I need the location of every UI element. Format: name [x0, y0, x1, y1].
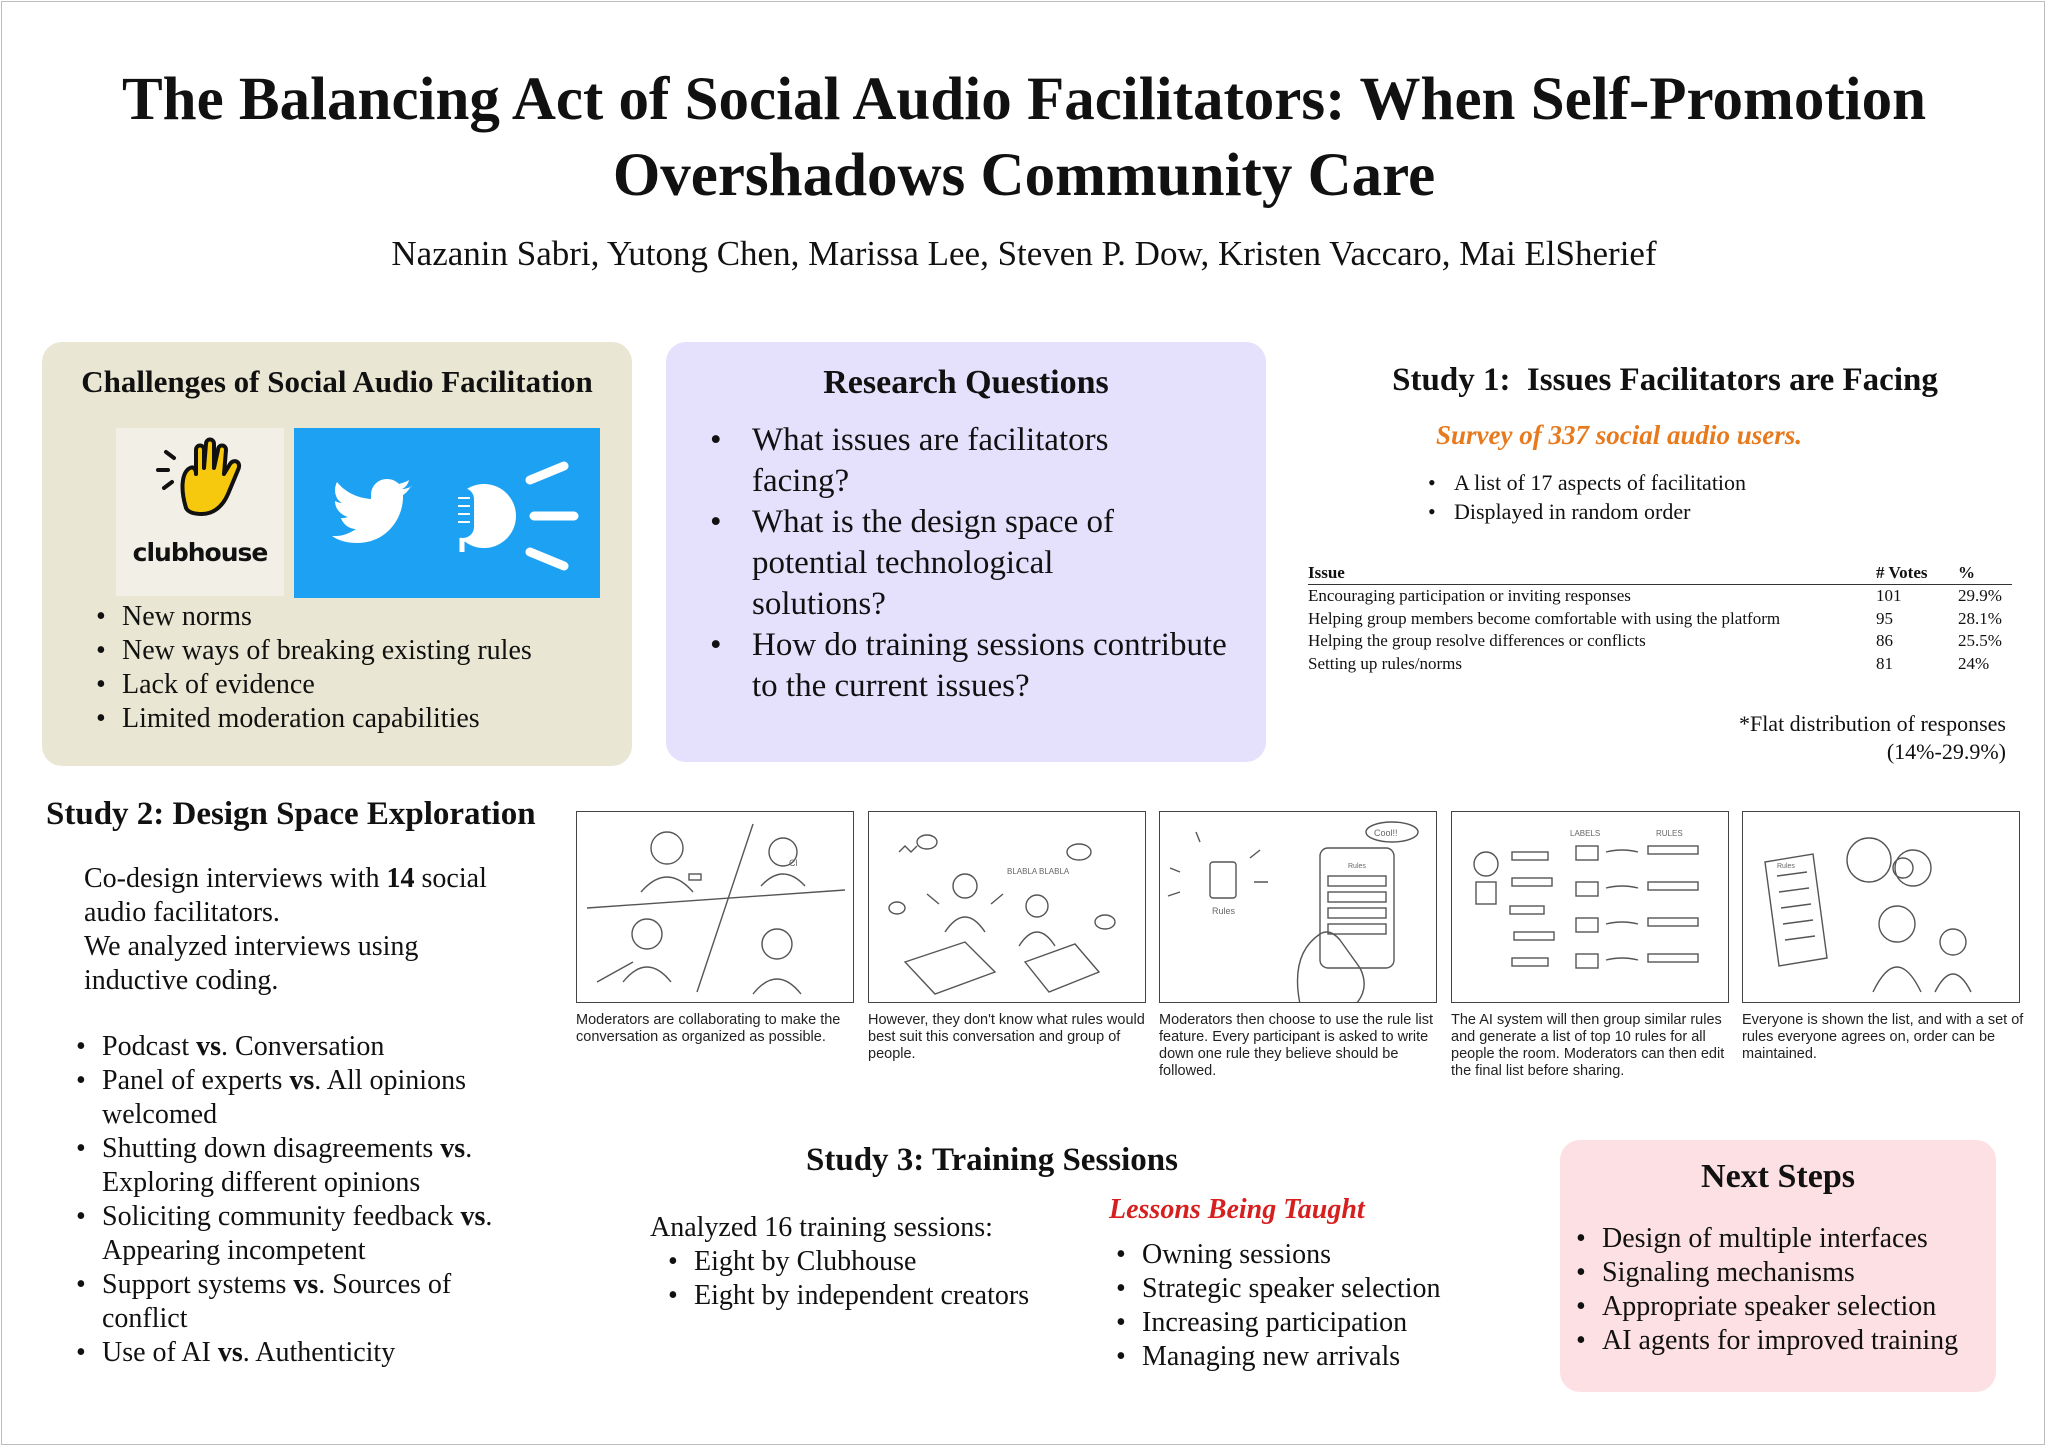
list-item: • What is the design space of potential technological solutions? — [706, 502, 1172, 625]
waving-hand-icon — [116, 428, 284, 538]
participant-count: 14 — [386, 863, 415, 894]
storyboard-caption-3: Moderators then choose to use the rule list feature. Every participant is asked to write down one rule they believe should be followed. — [1159, 1012, 1434, 1079]
panel-label: Cl — [789, 858, 798, 868]
spaces-mic-icon — [452, 466, 574, 566]
table-row — [1308, 653, 2012, 676]
table-cell: 25.5% — [1958, 631, 2002, 650]
table-cell: 95 — [1876, 608, 1893, 628]
next-steps-heading: Next Steps — [1701, 1158, 1855, 1195]
challenges-heading: Challenges of Social Audio Facilitation — [81, 364, 593, 399]
storyboard-caption-5: Everyone is shown the list, and with a set of rules everyone agrees on, order can be maintained. — [1742, 1012, 2024, 1062]
study3-analyzed: Analyzed 16 training sessions: — [650, 1212, 993, 1243]
next-steps-list — [1572, 1222, 1958, 1358]
panel-screen-title: Rules — [1348, 863, 1366, 870]
table-cell: 29.9% — [1958, 586, 2002, 605]
study1-note — [1500, 710, 2006, 766]
table-header-cell: % — [1958, 563, 2012, 585]
list-item: • Limited moderation capabilities — [92, 702, 532, 736]
intro-text: social audio facilitators. — [84, 863, 487, 928]
rq-list — [706, 420, 1246, 707]
list-item: • Soliciting community feedback vs. Appearing incompetent — [72, 1200, 522, 1268]
list-item: • Appropriate speaker selection — [1572, 1290, 1958, 1324]
panel-label: BLABLA BLABLA — [1007, 867, 1070, 876]
list-item: • New norms — [92, 600, 532, 634]
study2-intro — [84, 862, 554, 998]
list-item: • Lack of evidence — [92, 668, 532, 702]
note-line: (14%-29.9%) — [1886, 739, 2006, 764]
note-line: *Flat distribution of responses — [1738, 711, 2006, 736]
clubhouse-logo — [116, 428, 284, 596]
storyboard-panel-1 — [576, 811, 854, 1003]
clubhouse-wordmark: clubhouse — [132, 538, 268, 567]
next-steps-box — [1560, 1140, 1996, 1392]
lessons-heading: Lessons Being Taught — [1109, 1194, 1365, 1225]
list-item: • Shutting down disagreements vs. Exploring different opinions — [72, 1132, 532, 1200]
list-item: • Eight by independent creators — [664, 1279, 1029, 1313]
panel-bubble-text: Cool!! — [1374, 828, 1398, 838]
challenges-list — [92, 600, 532, 736]
study3-heading: Study 3: Training Sessions — [806, 1142, 1178, 1178]
table-cell: 86 — [1876, 631, 1893, 650]
twitter-spaces-logo — [294, 428, 600, 598]
storyboard-panel-2 — [868, 811, 1146, 1003]
table-header-cell: # Votes — [1876, 563, 1958, 585]
list-item: • Increasing participation — [1112, 1306, 1441, 1340]
storyboard-caption-4: The AI system will then group similar rules and generate a list of top 10 rules for all people the room. Moderators can then edit the final list before sharing. — [1451, 1012, 1725, 1079]
storyboard-panel-3 — [1159, 811, 1437, 1003]
list-item: • Podcast vs. Conversation — [72, 1030, 542, 1064]
panel-label: Rules — [1212, 906, 1236, 916]
lessons-list — [1112, 1238, 1441, 1374]
table-row — [1308, 608, 2012, 631]
panel-label: Rules — [1777, 863, 1795, 870]
table-row — [1308, 585, 2012, 608]
authors: Nazanin Sabri, Yutong Chen, Marissa Lee, Steven P. Dow, Kristen Vaccaro, Mai ElSherief — [391, 234, 1657, 273]
study3-list — [664, 1245, 1029, 1313]
list-item: • Design of multiple interfaces — [1572, 1222, 1958, 1256]
study1-table — [1308, 563, 2012, 675]
list-item: • Eight by Clubhouse — [664, 1245, 1029, 1279]
study2-list — [72, 1030, 542, 1370]
research-questions-box — [666, 342, 1266, 762]
panel-label: RULES — [1656, 829, 1683, 838]
challenges-box — [42, 342, 632, 766]
study1-survey: Survey of 337 social audio users. — [1436, 420, 1803, 450]
list-item: • What issues are facilitators facing? — [706, 420, 1152, 502]
table-cell: 28.1% — [1958, 608, 2002, 628]
list-item: • Managing new arrivals — [1112, 1340, 1441, 1374]
study2-heading: Study 2: Design Space Exploration — [46, 796, 536, 832]
list-item: • Owning sessions — [1112, 1238, 1441, 1272]
list-item: • AI agents for improved training — [1572, 1324, 1958, 1358]
study1-heading: Study 1: Issues Facilitators are Facing — [1392, 362, 1938, 398]
table-cell: Helping the group resolve differences or conflicts — [1308, 631, 1646, 650]
list-item: • Support systems vs. Sources of conflict — [72, 1268, 522, 1336]
table-cell: 24% — [1958, 653, 1990, 673]
storyboard-caption-2: However, they don't know what rules would best suit this conversation and group of people. — [868, 1012, 1145, 1062]
table-cell: 101 — [1876, 586, 1902, 605]
list-item: • Strategic speaker selection — [1112, 1272, 1441, 1306]
storyboard-panel-5 — [1742, 811, 2020, 1003]
list-item: • New ways of breaking existing rules — [92, 634, 532, 668]
rq-heading: Research Questions — [823, 364, 1109, 401]
poster-title: The Balancing Act of Social Audio Facilitators: When Self-Promotion Overshadows Community Care — [121, 66, 1927, 209]
list-item: • Displayed in random order — [1424, 497, 1746, 526]
intro-text: We analyzed interviews using inductive coding. — [84, 931, 419, 996]
table-header-cell: Issue — [1308, 563, 1876, 585]
list-item: • Panel of experts vs. All opinions welcomed — [72, 1064, 522, 1132]
intro-text: Co-design interviews with — [84, 863, 387, 894]
table-cell: 81 — [1876, 653, 1893, 673]
list-item: • How do training sessions contribute to the current issues? — [706, 625, 1246, 707]
table-header-row — [1308, 563, 2012, 585]
list-item: • Signaling mechanisms — [1572, 1256, 1958, 1290]
panel-label: LABELS — [1570, 829, 1601, 838]
table-cell: Setting up rules/norms — [1308, 653, 1462, 673]
study1-list — [1424, 468, 1746, 526]
table-row — [1308, 630, 2012, 653]
table-cell: Encouraging participation or inviting responses — [1308, 586, 1631, 605]
list-item: • Use of AI vs. Authenticity — [72, 1336, 542, 1370]
table-cell: Helping group members become comfortable with using the platform — [1308, 608, 1781, 628]
storyboard-panel-4 — [1451, 811, 1729, 1003]
twitter-bird-icon — [332, 479, 412, 543]
storyboard-caption-1: Moderators are collaborating to make the conversation as organized as possible. — [576, 1012, 841, 1045]
list-item: • A list of 17 aspects of facilitation — [1424, 468, 1746, 497]
